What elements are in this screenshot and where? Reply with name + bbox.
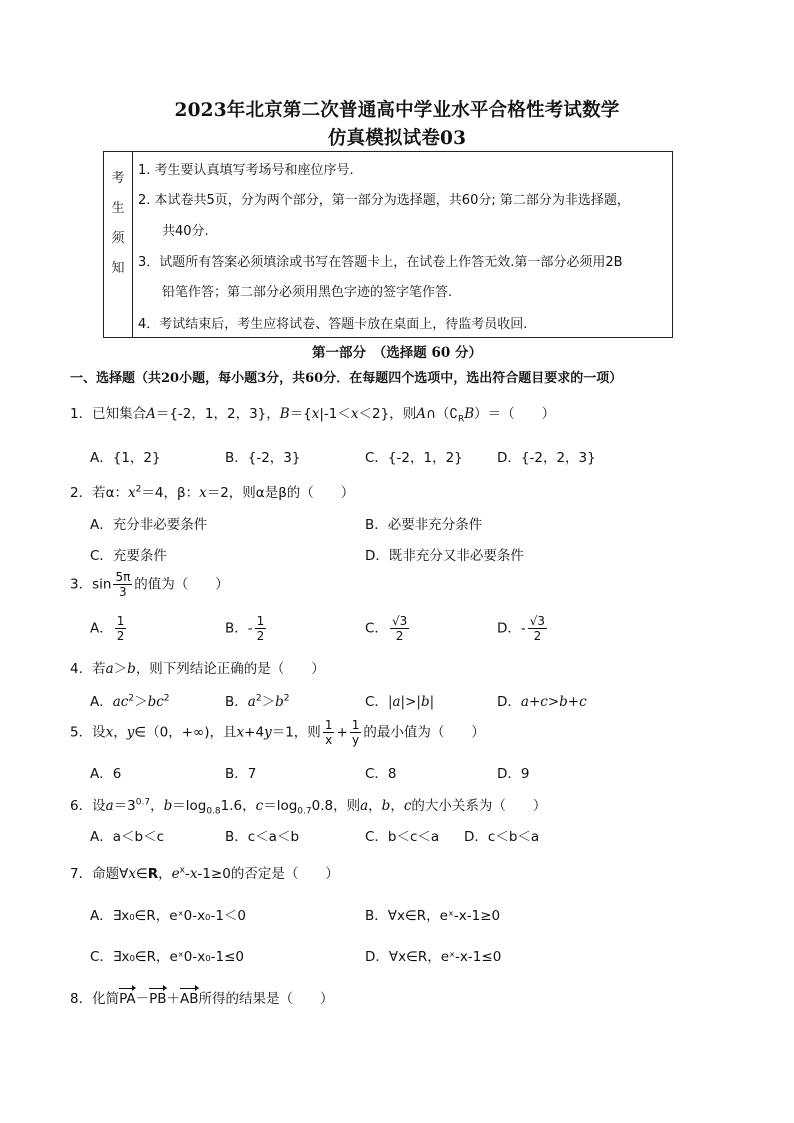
q6-option-a: A．a＜b＜c xyxy=(90,829,164,845)
vector-pb: PB xyxy=(149,991,167,1007)
q5-option-c: C．8 xyxy=(365,766,397,782)
q4-option-b: B．$a^2>b^2$ xyxy=(225,693,290,710)
notice-line: 铅笔作答；第二部分必须用黑色字迹的签字笔作答. xyxy=(162,285,453,300)
vector-pa: PA xyxy=(119,991,136,1007)
q6-option-d: D．c＜b＜a xyxy=(464,829,540,845)
q5-option-d: D．9 xyxy=(497,766,530,782)
notice-side-char: 考 xyxy=(111,171,125,186)
q2-option-c: C．充要条件 xyxy=(90,548,167,564)
notice-line: 3．试题所有答案必须填涂或书写在答题卡上，在试卷上作答无效.第一部分必须用2B xyxy=(138,255,623,270)
question-4: 4．若a＞b，则下列结论正确的是（ ） xyxy=(70,661,325,677)
q2-option-b: B．必要非充分条件 xyxy=(365,517,483,533)
question-5: 5．设x，y∈（0，+∞)，且x+4y＝1，则 $\frac{1}{x}$ + $\frac{1}{y}$ 的最小值为（ ） xyxy=(70,718,485,747)
q2-option-a: A．充分非必要条件 xyxy=(90,517,208,533)
q6-option-c: C．b＜c＜a xyxy=(365,829,440,845)
q3-option-b: B．- $\frac{1}{2}$ xyxy=(225,614,265,643)
notice-side-label xyxy=(104,152,133,337)
exam-title-line2: 仿真模拟试卷03 xyxy=(327,128,467,149)
q7-option-b: B．∀x∈R，eˣ-x-1≥0 xyxy=(365,908,501,924)
q3-option-c: C． $\frac{√3}{2}$ xyxy=(365,614,408,643)
q6-option-b: B．c＜a＜b xyxy=(225,829,300,845)
q1-option-c: C．{-2，1，2} xyxy=(365,450,463,466)
vector-ab: AB xyxy=(180,991,199,1007)
notice-line: 1. 考生要认真填写考场号和座位序号. xyxy=(138,163,354,178)
q4-option-a: A．$ac^2>bc^2$ xyxy=(90,693,170,710)
notice-line: 4．考试结束后，考生应将试卷、答题卡放在桌面上，待监考员收回. xyxy=(138,317,528,332)
notice-line: 2. 本试卷共5页，分为两个部分，第一部分为选择题，共60分; 第二部分为非选择题， xyxy=(138,193,630,208)
part-heading: 第一部分 （选择题 60 分） xyxy=(312,345,482,361)
notice-side-char: 知 xyxy=(111,261,125,276)
question-8: 8．化简PA－PB＋AB所得的结果是（ ） xyxy=(70,991,334,1007)
q2-option-d: D．既非充分又非必要条件 xyxy=(365,548,524,564)
q4-option-c: C．|a|>|b| xyxy=(365,694,435,710)
question-2: 2．若α：$x^2=4$，β：x＝2，则α是β的（ ） xyxy=(70,484,355,501)
q1-option-a: A．{1，2} xyxy=(90,450,161,466)
notice-side-char: 生 xyxy=(111,201,125,216)
q1-option-b: B．{-2，3} xyxy=(225,450,301,466)
q3-option-a: A． $\frac{1}{2}$ xyxy=(90,614,125,643)
q5-option-b: B．7 xyxy=(225,766,257,782)
candidate-notice-box xyxy=(103,151,673,338)
q7-option-d: D．∀x∈R，eˣ-x-1≤0 xyxy=(365,949,502,965)
question-3: 3．sin $\frac{5\pi}{3}$ 的值为（ ） xyxy=(70,570,229,599)
q1-option-d: D．{-2，2，3} xyxy=(497,450,596,466)
question-7: 7．命题∀x∈R，$e^x-x-1\ge 0$的否定是（ ） xyxy=(70,865,339,882)
q7-option-c: C．∃x₀∈R，eˣ0-x₀-1≤0 xyxy=(90,949,245,965)
notice-line: 共40分. xyxy=(162,224,209,239)
q3-option-d: D．- $\frac{√3}{2}$ xyxy=(497,614,546,643)
notice-side-char: 须 xyxy=(111,231,125,246)
question-6: 6．设$a=3^{0.7}$，$b=\log_{0.8}1.6$，$c=\log_{0.7}0.8$，则a，b，c的大小关系为（ ） xyxy=(70,797,547,817)
section-instruction: 一、选择题（共20小题，每小题3分，共60分．在每题四个选项中，选出符合题目要求的一项） xyxy=(70,371,623,386)
q4-option-d: D．a+c>b+c xyxy=(497,694,587,710)
q5-option-a: A．6 xyxy=(90,766,122,782)
exam-title-line1: 2023年北京第二次普通高中学业水平合格性考试数学 xyxy=(174,100,620,121)
question-1: 1．已知集合A＝{-2，1，2，3}，B＝{x|-1＜x＜2}，则$A\cap(∁_RB)=$（ ） xyxy=(70,406,556,425)
q7-option-a: A．∃x₀∈R，eˣ0-x₀-1＜0 xyxy=(90,908,247,924)
